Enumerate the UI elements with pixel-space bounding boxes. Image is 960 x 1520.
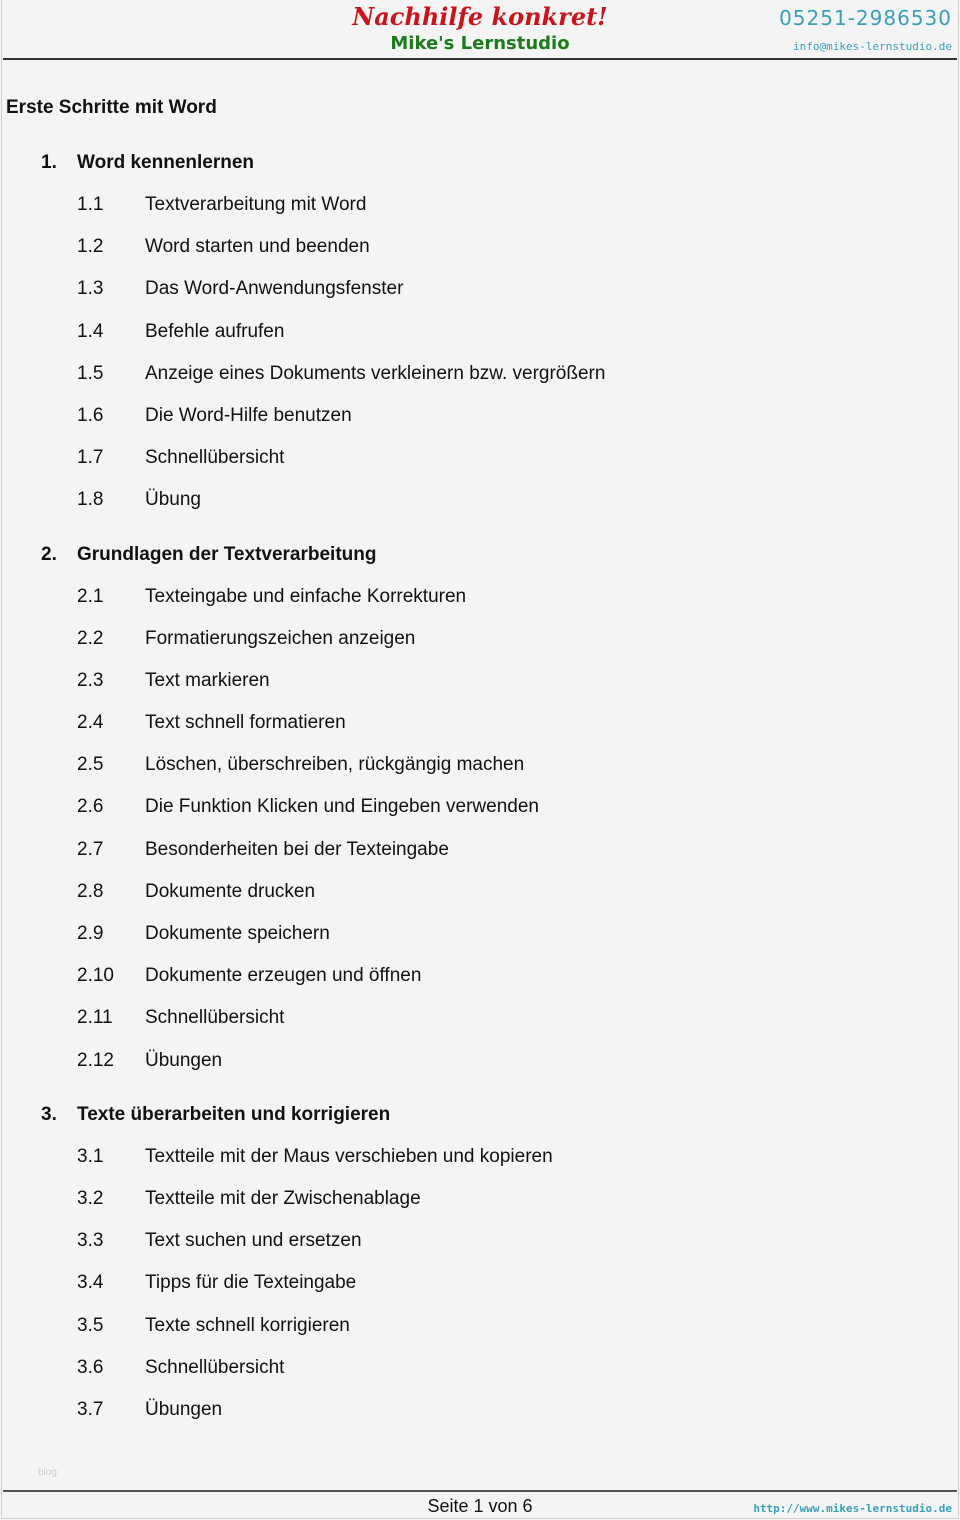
item-number: 2.11 — [77, 1007, 113, 1029]
item-title: Text suchen und ersetzen — [145, 1230, 362, 1252]
section-heading — [0, 543, 960, 585]
toc-item — [0, 320, 960, 362]
header-studio-name: Mike's Lernstudio — [390, 33, 570, 54]
item-title: Textteile mit der Zwischenablage — [145, 1187, 421, 1209]
item-number: 3.4 — [77, 1272, 104, 1294]
item-number: 1.4 — [77, 320, 104, 342]
item-title: Die Funktion Klicken und Eingeben verwenden — [145, 796, 539, 818]
footer-url[interactable]: http://www.mikes-lernstudio.de — [753, 1502, 952, 1515]
item-number: 1.1 — [77, 194, 104, 215]
item-title: Dokumente drucken — [145, 880, 316, 902]
table-of-contents — [0, 151, 960, 1440]
header-slogan: Nachhilfe konkret! — [352, 2, 608, 31]
section-title: Texte überarbeiten und korrigieren — [77, 1103, 391, 1125]
item-number: 1.5 — [77, 362, 104, 384]
footer-divider — [3, 1490, 957, 1492]
item-number: 1.8 — [77, 489, 104, 511]
toc-item — [0, 922, 960, 964]
toc-item — [0, 585, 960, 627]
item-number: 2.10 — [77, 965, 114, 987]
item-title: Übungen — [145, 1398, 223, 1420]
toc-item — [0, 1049, 960, 1091]
item-title: Schnellübersicht — [145, 447, 285, 469]
item-title: Übung — [145, 489, 201, 511]
item-number: 3.2 — [77, 1187, 104, 1209]
item-number: 2.2 — [77, 627, 104, 649]
item-number: 3.5 — [77, 1314, 104, 1336]
item-title: Übungen — [145, 1049, 223, 1071]
item-title: Dokumente erzeugen und öffnen — [145, 965, 422, 987]
item-number: 3.1 — [77, 1145, 104, 1167]
page-number: Seite 1 von 6 — [427, 1496, 533, 1516]
item-title: Text schnell formatieren — [145, 712, 346, 734]
section-heading — [0, 1103, 960, 1145]
toc-item — [0, 362, 960, 404]
item-title: Anzeige eines Dokuments verkleinern bzw. vergrößern — [145, 362, 606, 384]
watermark: blog — [38, 1467, 57, 1478]
toc-item — [0, 838, 960, 880]
header-brand — [300, 2, 660, 56]
section-heading — [0, 151, 960, 193]
toc-item — [0, 1356, 960, 1398]
item-number: 2.8 — [77, 880, 104, 902]
item-title: Textteile mit der Maus verschieben und kopieren — [145, 1145, 553, 1167]
item-title: Texte schnell korrigieren — [145, 1314, 350, 1336]
item-title: Das Word-Anwendungsfenster — [145, 278, 404, 300]
toc-item — [0, 1187, 960, 1229]
item-number: 2.1 — [77, 585, 104, 607]
item-title: Formatierungszeichen anzeigen — [145, 627, 416, 649]
toc-item — [0, 669, 960, 711]
toc-item — [0, 1271, 960, 1313]
toc-item — [0, 1145, 960, 1187]
header-email: info@mikes-lernstudio.de — [793, 40, 952, 53]
toc-item — [0, 446, 960, 488]
item-number: 3.3 — [77, 1230, 104, 1252]
item-number: 2.7 — [77, 838, 104, 860]
item-title: Texteingabe und einfache Korrekturen — [145, 585, 467, 607]
item-title: Tipps für die Texteingabe — [145, 1272, 357, 1294]
item-title: Word starten und beenden — [145, 236, 370, 258]
item-title: Löschen, überschreiben, rückgängig machen — [145, 754, 525, 776]
item-title: Text markieren — [145, 669, 270, 691]
toc-item — [0, 235, 960, 277]
toc-item — [0, 1314, 960, 1356]
section-number: 3. — [41, 1103, 57, 1125]
item-number: 1.3 — [77, 278, 104, 300]
item-number: 1.2 — [77, 236, 104, 258]
toc-item — [0, 753, 960, 795]
header-divider — [3, 58, 957, 60]
section-title: Word kennenlernen — [77, 152, 255, 173]
toc-item — [0, 1006, 960, 1048]
toc-item — [0, 627, 960, 669]
document-title: Erste Schritte mit Word — [6, 97, 217, 118]
item-number: 2.5 — [77, 754, 104, 776]
item-title: Besonderheiten bei der Texteingabe — [145, 838, 449, 860]
toc-item — [0, 795, 960, 837]
item-number: 2.6 — [77, 796, 104, 818]
item-number: 3.7 — [77, 1398, 104, 1420]
item-number: 2.4 — [77, 712, 104, 734]
item-number: 2.3 — [77, 669, 104, 691]
item-title: Die Word-Hilfe benutzen — [145, 404, 352, 426]
item-number: 1.7 — [77, 447, 104, 469]
item-title: Befehle aufrufen — [145, 320, 285, 342]
toc-item — [0, 277, 960, 319]
section-title: Grundlagen der Textverarbeitung — [77, 543, 377, 565]
header-phone: 05251-2986530 — [779, 6, 952, 30]
toc-item — [0, 193, 960, 235]
item-number: 1.6 — [77, 404, 104, 426]
section-number: 2. — [41, 543, 57, 565]
toc-item — [0, 1398, 960, 1440]
item-number: 2.9 — [77, 923, 104, 944]
item-title: Schnellübersicht — [145, 1356, 285, 1378]
toc-item — [0, 711, 960, 753]
toc-item — [0, 404, 960, 446]
item-number: 3.6 — [77, 1356, 104, 1378]
toc-item — [0, 1229, 960, 1271]
item-title: Textverarbeitung mit Word — [145, 194, 367, 215]
toc-item — [0, 488, 960, 530]
item-number: 2.12 — [77, 1049, 114, 1071]
section-number: 1. — [41, 152, 57, 173]
item-title: Dokumente speichern — [145, 923, 330, 944]
toc-item — [0, 880, 960, 922]
toc-item — [0, 964, 960, 1006]
item-title: Schnellübersicht — [145, 1007, 285, 1029]
